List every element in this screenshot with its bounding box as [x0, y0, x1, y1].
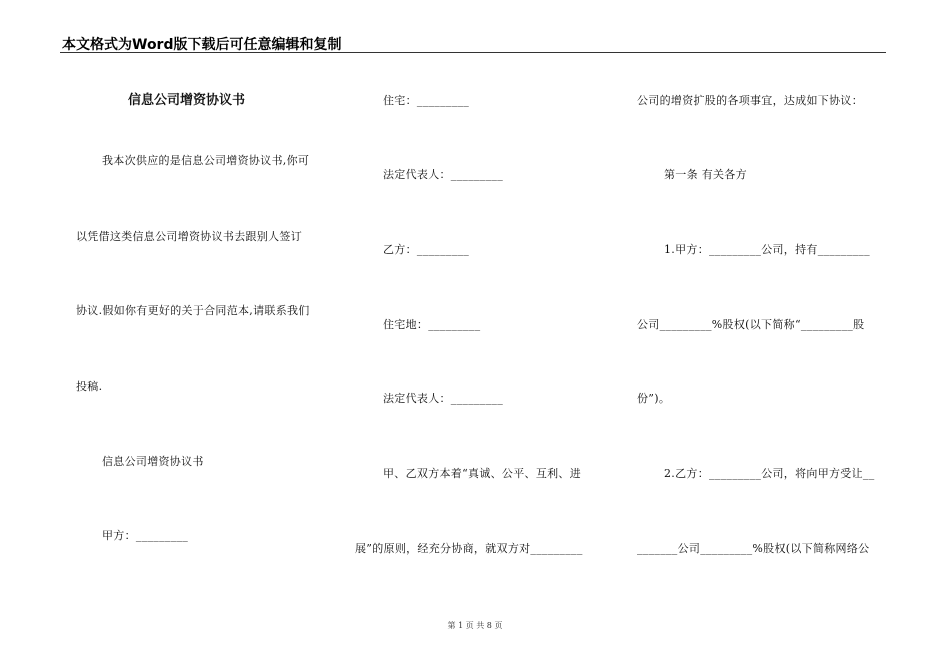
paragraph-line: 以凭借这类信息公司增资协议书去跟别人签订	[76, 230, 302, 243]
page-number: 第 1 页 共 8 页	[447, 621, 503, 630]
party-b-line: 乙方：_________	[383, 243, 470, 256]
paragraph-line: 我本次供应的是信息公司增资协议书,你可	[102, 154, 310, 167]
residence-line: 住宅：_________	[383, 94, 470, 107]
paragraph-line: 协议.假如你有更好的关于合同范本,请联系我们	[76, 304, 310, 317]
paragraph-line: 展”的原则，经充分协商，就双方对_________	[355, 542, 583, 555]
legal-rep-line: 法定代表人：_________	[383, 392, 503, 405]
paragraph-line: 公司的增资扩股的各项事宜，达成如下协议：	[637, 94, 863, 107]
section-heading: 信息公司增资协议书	[102, 455, 204, 468]
page-header: 本文格式为Word版下载后可任意编辑和复制	[62, 37, 342, 53]
document-title: 信息公司增资协议书	[128, 93, 246, 108]
clause-line: 份”)。	[637, 392, 671, 405]
text-column-2	[355, 0, 613, 672]
clause-line: 1.甲方：_________公司，持有_________	[664, 243, 870, 256]
text-column-3	[637, 0, 887, 672]
legal-rep-line: 法定代表人：_________	[383, 168, 503, 181]
paragraph-line: 投稿.	[76, 380, 103, 393]
clause-line: _______公司_________%股权(以下简称网络公	[637, 542, 870, 555]
clause-line: 2.乙方：_________公司，将向甲方受让__	[664, 467, 875, 480]
article-heading: 第一条 有关各方	[664, 168, 747, 181]
residence-address-line: 住宅地：_________	[383, 318, 481, 331]
paragraph-line: 甲、乙双方本着“真诚、公平、互利、进	[383, 467, 582, 480]
text-column-1	[76, 0, 334, 672]
party-a-line: 甲方：_________	[102, 529, 189, 542]
clause-line: 公司_________%股权(以下简称“_________股	[637, 318, 865, 331]
